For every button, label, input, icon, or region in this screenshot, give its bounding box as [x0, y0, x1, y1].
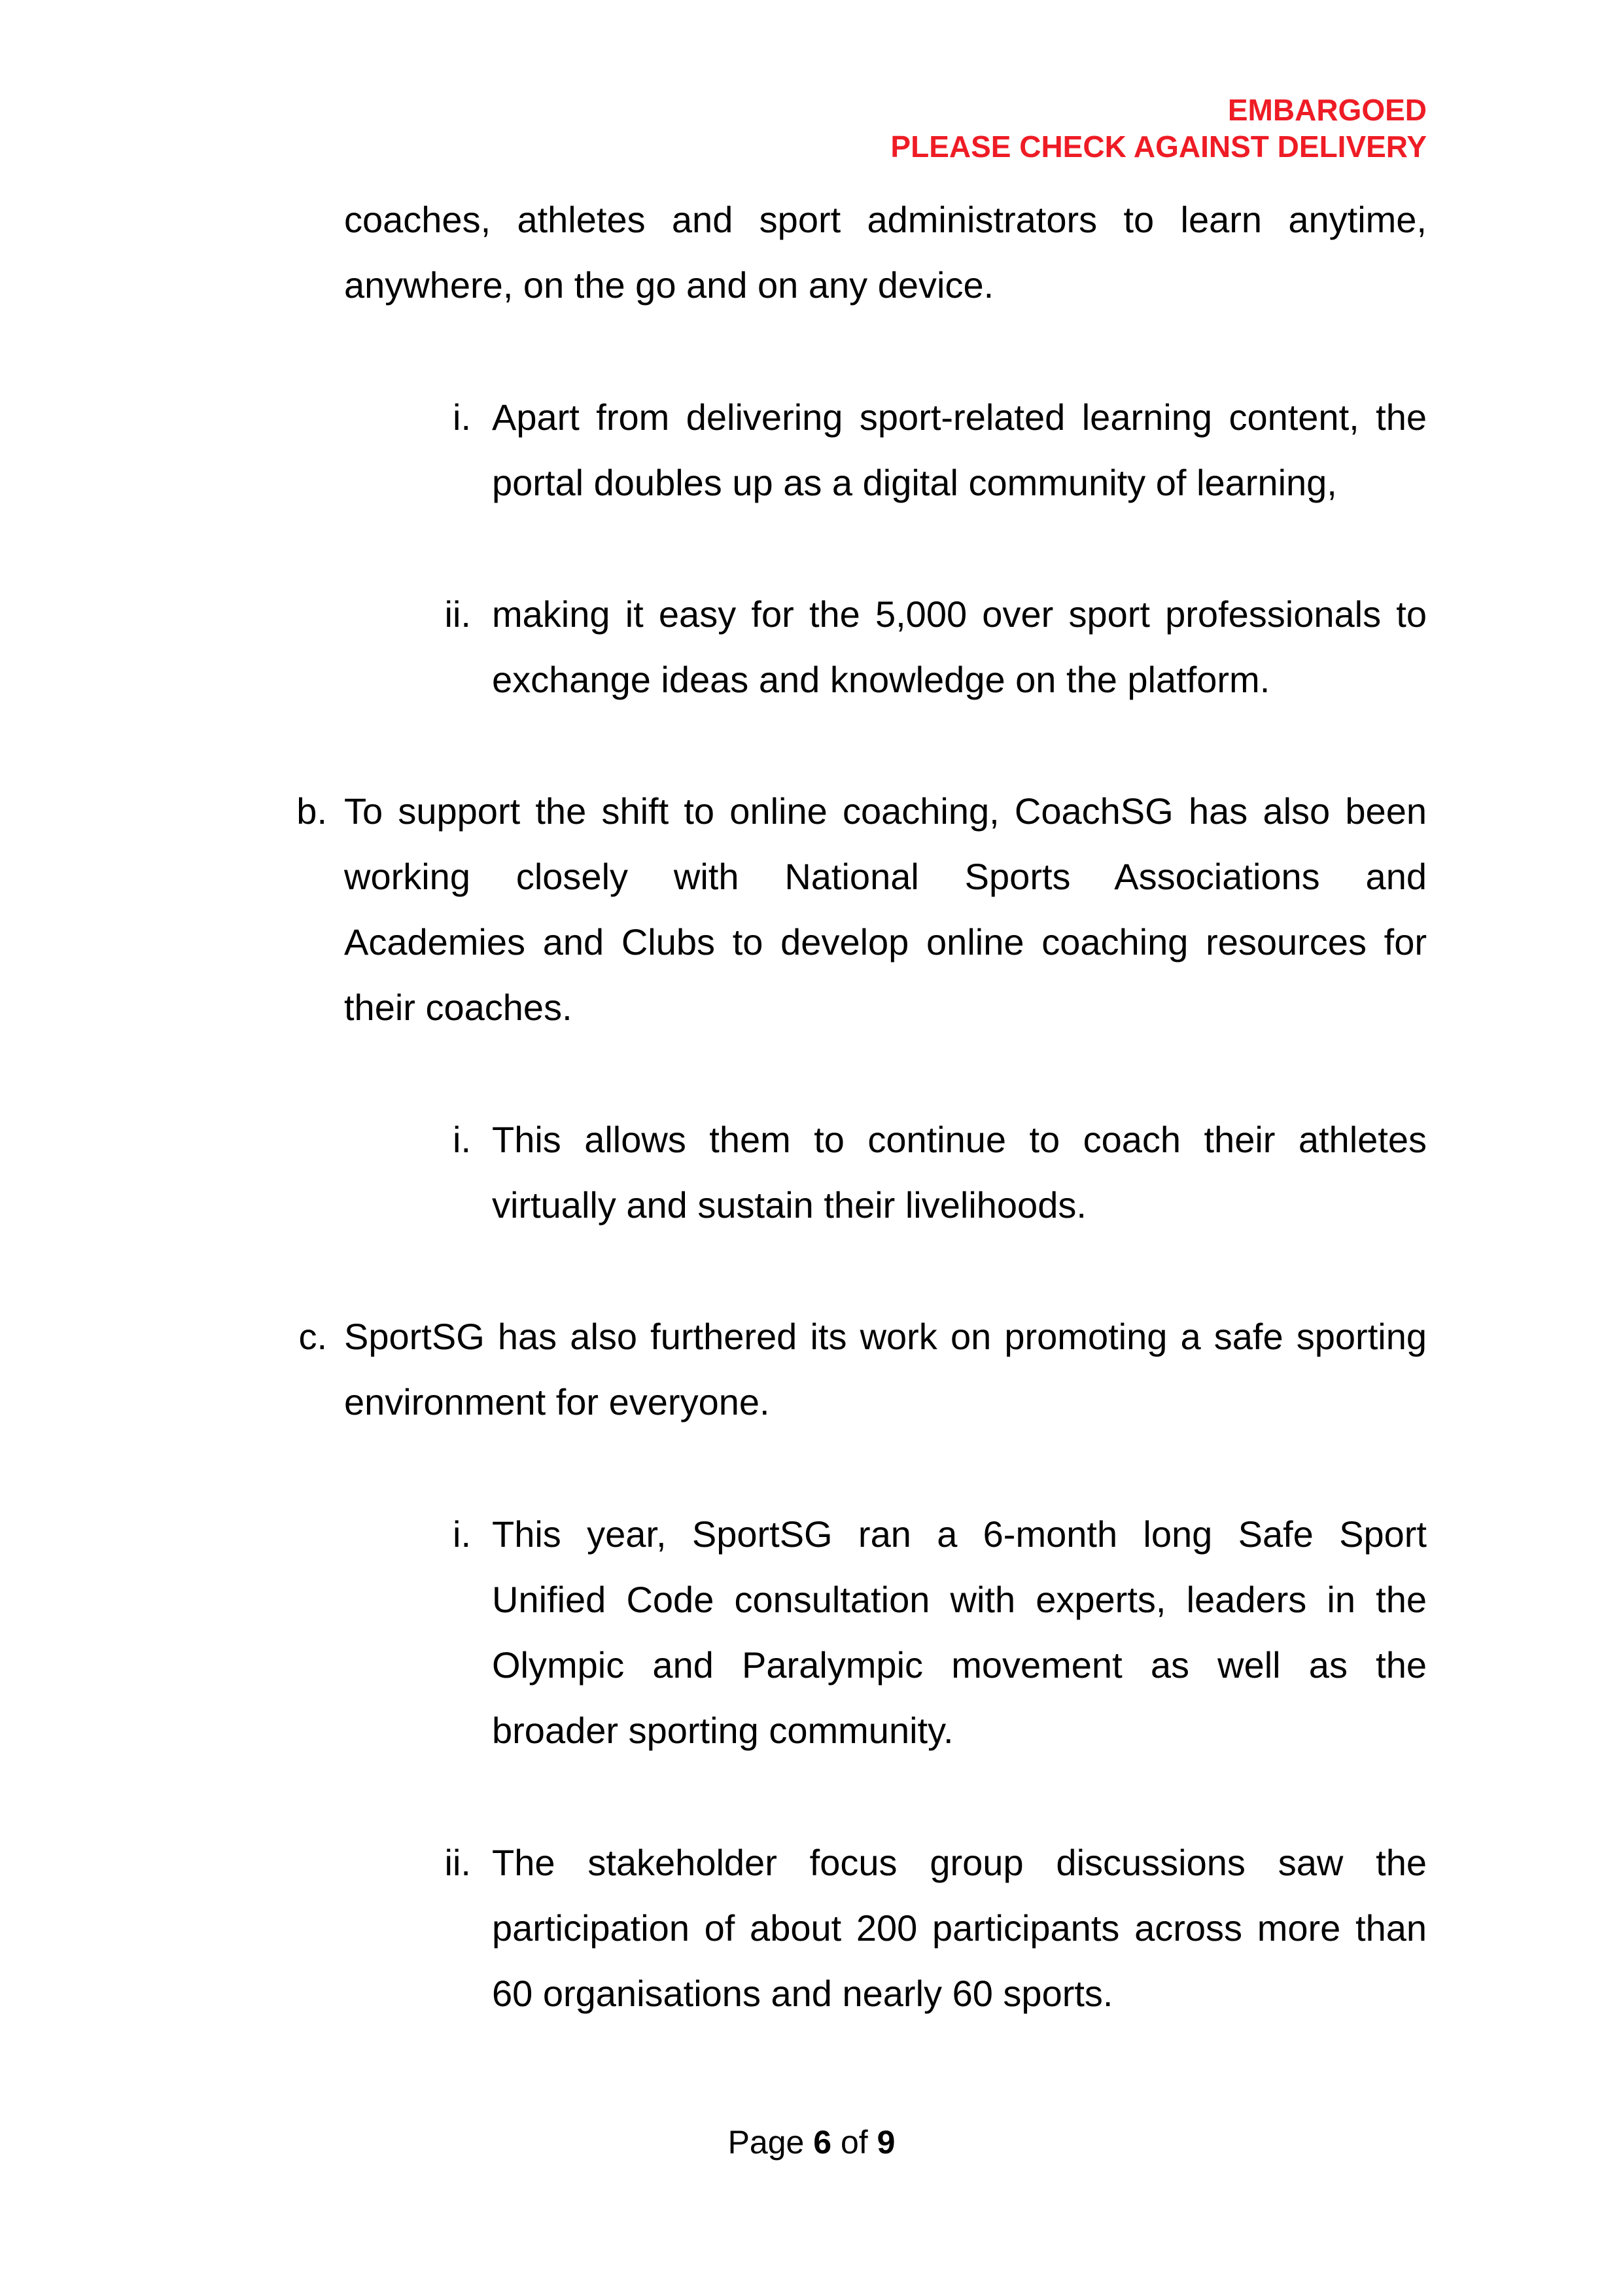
paragraph-line: coaches, athletes and sport administrators to learn anytime, [344, 199, 1427, 240]
list-marker: ii. [444, 593, 471, 635]
embargo-header [890, 92, 1427, 165]
list-item-line: The stakeholder focus group discussions saw the [492, 1842, 1427, 1883]
of-word: of [840, 2124, 868, 2161]
list-item-line: portal doubles up as a digital community of learning, [492, 462, 1337, 503]
list-marker: b. [296, 790, 327, 832]
total-pages: 9 [877, 2124, 896, 2161]
list-item-line: participation of about 200 participants across more than [492, 1907, 1427, 1949]
current-page: 6 [813, 2124, 832, 2161]
list-marker: i. [453, 397, 471, 438]
list-item-line: Olympic and Paralympic movement as well as the [492, 1644, 1427, 1686]
list-item-line: making it easy for the 5,000 over sport professionals to [492, 593, 1427, 635]
list-item-line: virtually and sustain their livelihoods. [492, 1184, 1087, 1226]
list-item-line: Unified Code consultation with experts, leaders in the [492, 1579, 1427, 1620]
delivery-notice: PLEASE CHECK AGAINST DELIVERY [890, 130, 1427, 164]
page-word: Page [727, 2124, 805, 2161]
list-item-line: This allows them to continue to coach their athletes [492, 1119, 1427, 1160]
list-item-line: SportSG has also furthered its work on promoting a safe sporting [344, 1316, 1427, 1357]
list-marker: i. [453, 1119, 471, 1160]
list-marker: ii. [444, 1842, 471, 1883]
list-item-line: This year, SportSG ran a 6-month long Safe Sport [492, 1513, 1427, 1555]
list-item-line: Academies and Clubs to develop online coaching resources for [344, 921, 1427, 963]
list-item-line: 60 organisations and nearly 60 sports. [492, 1973, 1113, 2014]
list-marker: i. [453, 1513, 471, 1555]
list-item-line: environment for everyone. [344, 1381, 770, 1422]
page-number [0, 2116, 1623, 2168]
list-item-line: working closely with National Sports Associations and [344, 856, 1427, 897]
list-item-line: exchange ideas and knowledge on the platform. [492, 659, 1270, 700]
list-item-line: To support the shift to online coaching, CoachSG has also been [344, 790, 1427, 832]
list-item-line: their coaches. [344, 987, 572, 1028]
embargo-label: EMBARGOED [1227, 93, 1427, 127]
list-item-line: broader sporting community. [492, 1710, 954, 1751]
list-marker: c. [298, 1316, 327, 1357]
list-item-line: Apart from delivering sport-related learning content, the [492, 397, 1427, 438]
paragraph-line: anywhere, on the go and on any device. [344, 264, 994, 306]
